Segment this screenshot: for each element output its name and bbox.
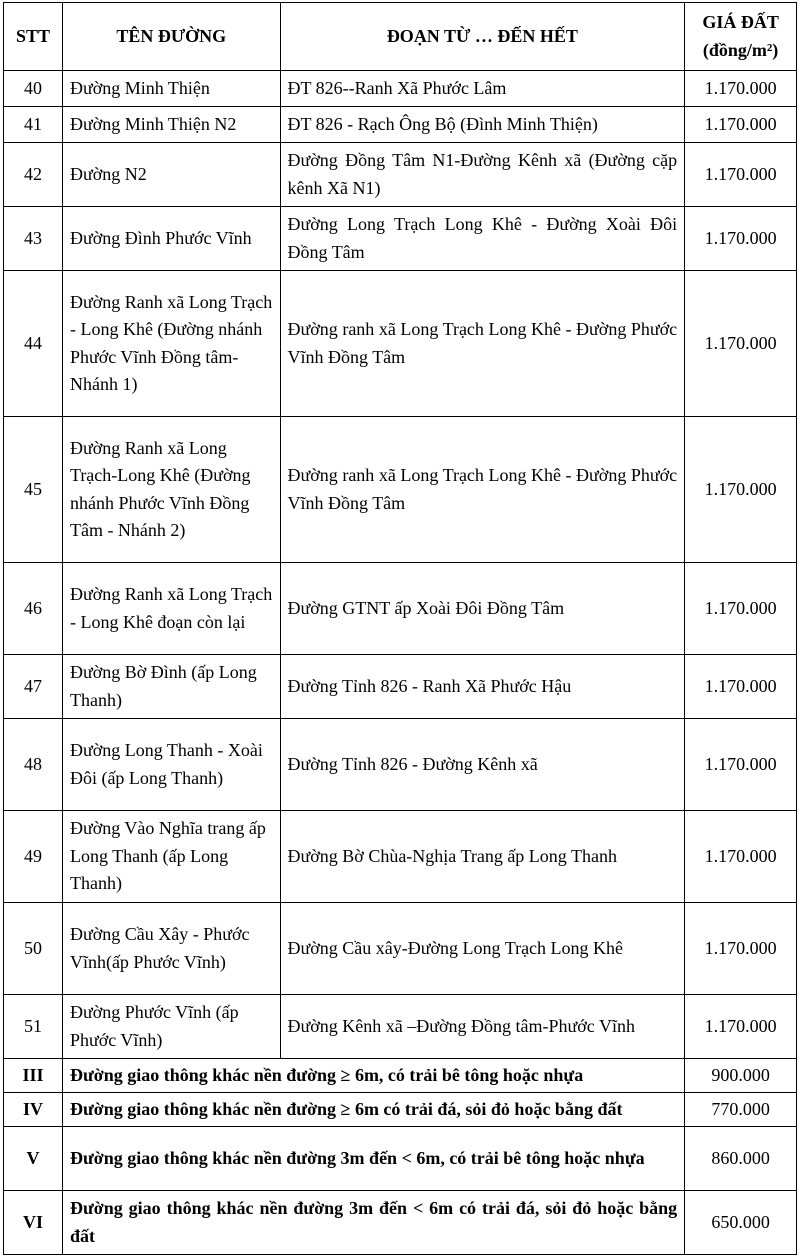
table-header-row	[4, 3, 797, 71]
row-segment: Đường Long Trạch Long Khê - Đường Xoài Đôi Đồng Tâm	[280, 207, 685, 271]
header-price-title: GIÁ ĐẤT	[702, 12, 779, 32]
header-segment: ĐOẠN TỪ … ĐẾN HẾT	[280, 3, 685, 71]
row-name: Đường Minh Thiện N2	[62, 107, 280, 143]
section-description: Đường giao thông khác nền đường 3m đến < 6m có trải đá, sỏi đỏ hoặc bằng đất	[62, 1191, 684, 1255]
row-price: 1.170.000	[685, 71, 797, 107]
row-name: Đường Cầu Xây - Phước Vĩnh(ấp Phước Vĩnh)	[62, 903, 280, 995]
row-price: 1.170.000	[685, 995, 797, 1059]
table-row	[4, 655, 797, 719]
table-row	[4, 563, 797, 655]
row-segment: Đường Bờ Chùa-Nghịa Trang ấp Long Thanh	[280, 811, 685, 903]
row-segment: Đường Tỉnh 826 - Đường Kênh xã	[280, 719, 685, 811]
section-stt: III	[4, 1059, 63, 1093]
section-price: 770.000	[685, 1093, 797, 1127]
row-name: Đường Phước Vĩnh (ấp Phước Vĩnh)	[62, 995, 280, 1059]
table-row	[4, 811, 797, 903]
table-row	[4, 719, 797, 811]
row-stt: 43	[4, 207, 63, 271]
row-stt: 42	[4, 143, 63, 207]
row-price: 1.170.000	[685, 143, 797, 207]
table-row	[4, 271, 797, 417]
row-price: 1.170.000	[685, 719, 797, 811]
header-name: TÊN ĐƯỜNG	[62, 3, 280, 71]
section-price: 860.000	[685, 1127, 797, 1191]
table-row	[4, 107, 797, 143]
row-name: Đường Ranh xã Long Trạch-Long Khê (Đường nhánh Phước Vĩnh Đồng Tâm - Nhánh 2)	[62, 417, 280, 563]
row-segment: Đường ranh xã Long Trạch Long Khê - Đường Phước Vĩnh Đồng Tâm	[280, 417, 685, 563]
row-stt: 50	[4, 903, 63, 995]
header-price	[685, 3, 797, 71]
row-price: 1.170.000	[685, 655, 797, 719]
row-price: 1.170.000	[685, 107, 797, 143]
section-stt: V	[4, 1127, 63, 1191]
section-row	[4, 1059, 797, 1093]
row-stt: 48	[4, 719, 63, 811]
header-price-unit: (đồng/m²)	[702, 39, 779, 60]
table-row	[4, 995, 797, 1059]
row-stt: 46	[4, 563, 63, 655]
row-segment: Đường Cầu xây-Đường Long Trạch Long Khê	[280, 903, 685, 995]
row-segment: Đường ranh xã Long Trạch Long Khê - Đường Phước Vĩnh Đồng Tâm	[280, 271, 685, 417]
row-stt: 40	[4, 71, 63, 107]
row-name: Đường Long Thanh - Xoài Đôi (ấp Long Thanh)	[62, 719, 280, 811]
row-stt: 45	[4, 417, 63, 563]
row-name: Đường Vào Nghĩa trang ấp Long Thanh (ấp Long Thanh)	[62, 811, 280, 903]
row-stt: 47	[4, 655, 63, 719]
row-price: 1.170.000	[685, 207, 797, 271]
row-segment: ĐT 826--Ranh Xã Phước Lâm	[280, 71, 685, 107]
row-name: Đường N2	[62, 143, 280, 207]
row-name: Đường Ranh xã Long Trạch - Long Khê (Đường nhánh Phước Vĩnh Đồng tâm-Nhánh 1)	[62, 271, 280, 417]
row-price: 1.170.000	[685, 563, 797, 655]
row-name: Đường Bờ Đình (ấp Long Thanh)	[62, 655, 280, 719]
section-description: Đường giao thông khác nền đường ≥ 6m có trải đá, sỏi đỏ hoặc bằng đất	[62, 1093, 684, 1127]
table-row	[4, 417, 797, 563]
row-stt: 44	[4, 271, 63, 417]
section-row	[4, 1191, 797, 1255]
row-price: 1.170.000	[685, 903, 797, 995]
row-price: 1.170.000	[685, 417, 797, 563]
row-name: Đường Đình Phước Vĩnh	[62, 207, 280, 271]
section-description: Đường giao thông khác nền đường 3m đến < 6m, có trải bê tông hoặc nhựa	[62, 1127, 684, 1191]
row-name: Đường Minh Thiện	[62, 71, 280, 107]
land-price-table	[3, 2, 797, 1255]
row-stt: 51	[4, 995, 63, 1059]
section-price: 650.000	[685, 1191, 797, 1255]
row-price: 1.170.000	[685, 811, 797, 903]
header-stt: STT	[4, 3, 63, 71]
row-segment: Đường Đồng Tâm N1-Đường Kênh xã (Đường cặp kênh Xã N1)	[280, 143, 685, 207]
row-name: Đường Ranh xã Long Trạch - Long Khê đoạn còn lại	[62, 563, 280, 655]
table-row	[4, 71, 797, 107]
section-row	[4, 1093, 797, 1127]
section-stt: VI	[4, 1191, 63, 1255]
row-segment: Đường Kênh xã –Đường Đồng tâm-Phước Vĩnh	[280, 995, 685, 1059]
table-row	[4, 903, 797, 995]
row-price: 1.170.000	[685, 271, 797, 417]
row-segment: ĐT 826 - Rạch Ông Bộ (Đình Minh Thiện)	[280, 107, 685, 143]
row-segment: Đường Tỉnh 826 - Ranh Xã Phước Hậu	[280, 655, 685, 719]
row-segment: Đường GTNT ấp Xoài Đôi Đồng Tâm	[280, 563, 685, 655]
section-description: Đường giao thông khác nền đường ≥ 6m, có trải bê tông hoặc nhựa	[62, 1059, 684, 1093]
section-price: 900.000	[685, 1059, 797, 1093]
section-row	[4, 1127, 797, 1191]
table-row	[4, 207, 797, 271]
row-stt: 41	[4, 107, 63, 143]
section-stt: IV	[4, 1093, 63, 1127]
row-stt: 49	[4, 811, 63, 903]
table-row	[4, 143, 797, 207]
